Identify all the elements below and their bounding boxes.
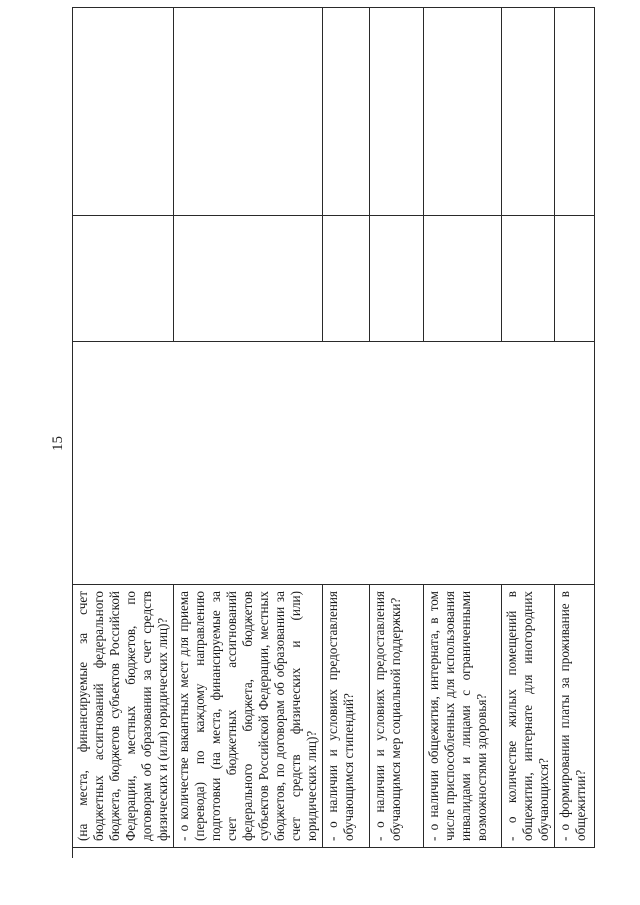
empty-cell [73, 216, 174, 342]
empty-cell [370, 8, 424, 216]
page-number: 15 [50, 436, 66, 451]
empty-cell [370, 216, 424, 342]
checklist-table [72, 60, 588, 848]
empty-cell [174, 216, 323, 342]
empty-cell [502, 8, 555, 216]
empty-cell [424, 8, 502, 216]
question-cell: - о количестве жилых помещений в общежитии, интернате для иногородних обучающихся? [502, 585, 555, 848]
question-cell: - о наличии общежития, интерната, в том числе приспособленных для использования инвалидами и лицами с ограниченными возможностями здоровья? [424, 585, 502, 848]
empty-cell [424, 216, 502, 342]
table-margin-line [72, 848, 73, 858]
empty-cell [502, 216, 555, 342]
empty-cell [323, 216, 370, 342]
empty-cell [555, 216, 595, 342]
question-cell: - о формировании платы за проживание в общежитии? [555, 585, 595, 848]
answer-cell [73, 342, 595, 585]
question-cell: - о наличии и условиях предоставления обучающимся мер социальной поддержки? [370, 585, 424, 848]
question-cell: (на места, финансируемые за счет бюджетных ассигнований федерального бюджета, бюджетов субъектов Российской Федерации, местных бюджетов, по договорам об образовании за счет средств физических и (или) юридических лиц)? [73, 585, 174, 848]
empty-cell [174, 8, 323, 216]
table-row [73, 8, 174, 848]
empty-cell [323, 8, 370, 216]
question-cell: - о наличии и условиях предоставления обучающимся стипендий? [323, 585, 370, 848]
empty-cell [73, 8, 174, 216]
question-cell: - о количестве вакантных мест для приема (перевода) по каждому направлению подготовки (на места, финансируемые за счет бюджетных ассигнований федерального бюджета, бюджетов субъектов Российской Федерации, местных бюджетов, по договорам об образовании за счет средств физических и (или) юридических лиц)? [174, 585, 323, 848]
empty-cell [555, 8, 595, 216]
